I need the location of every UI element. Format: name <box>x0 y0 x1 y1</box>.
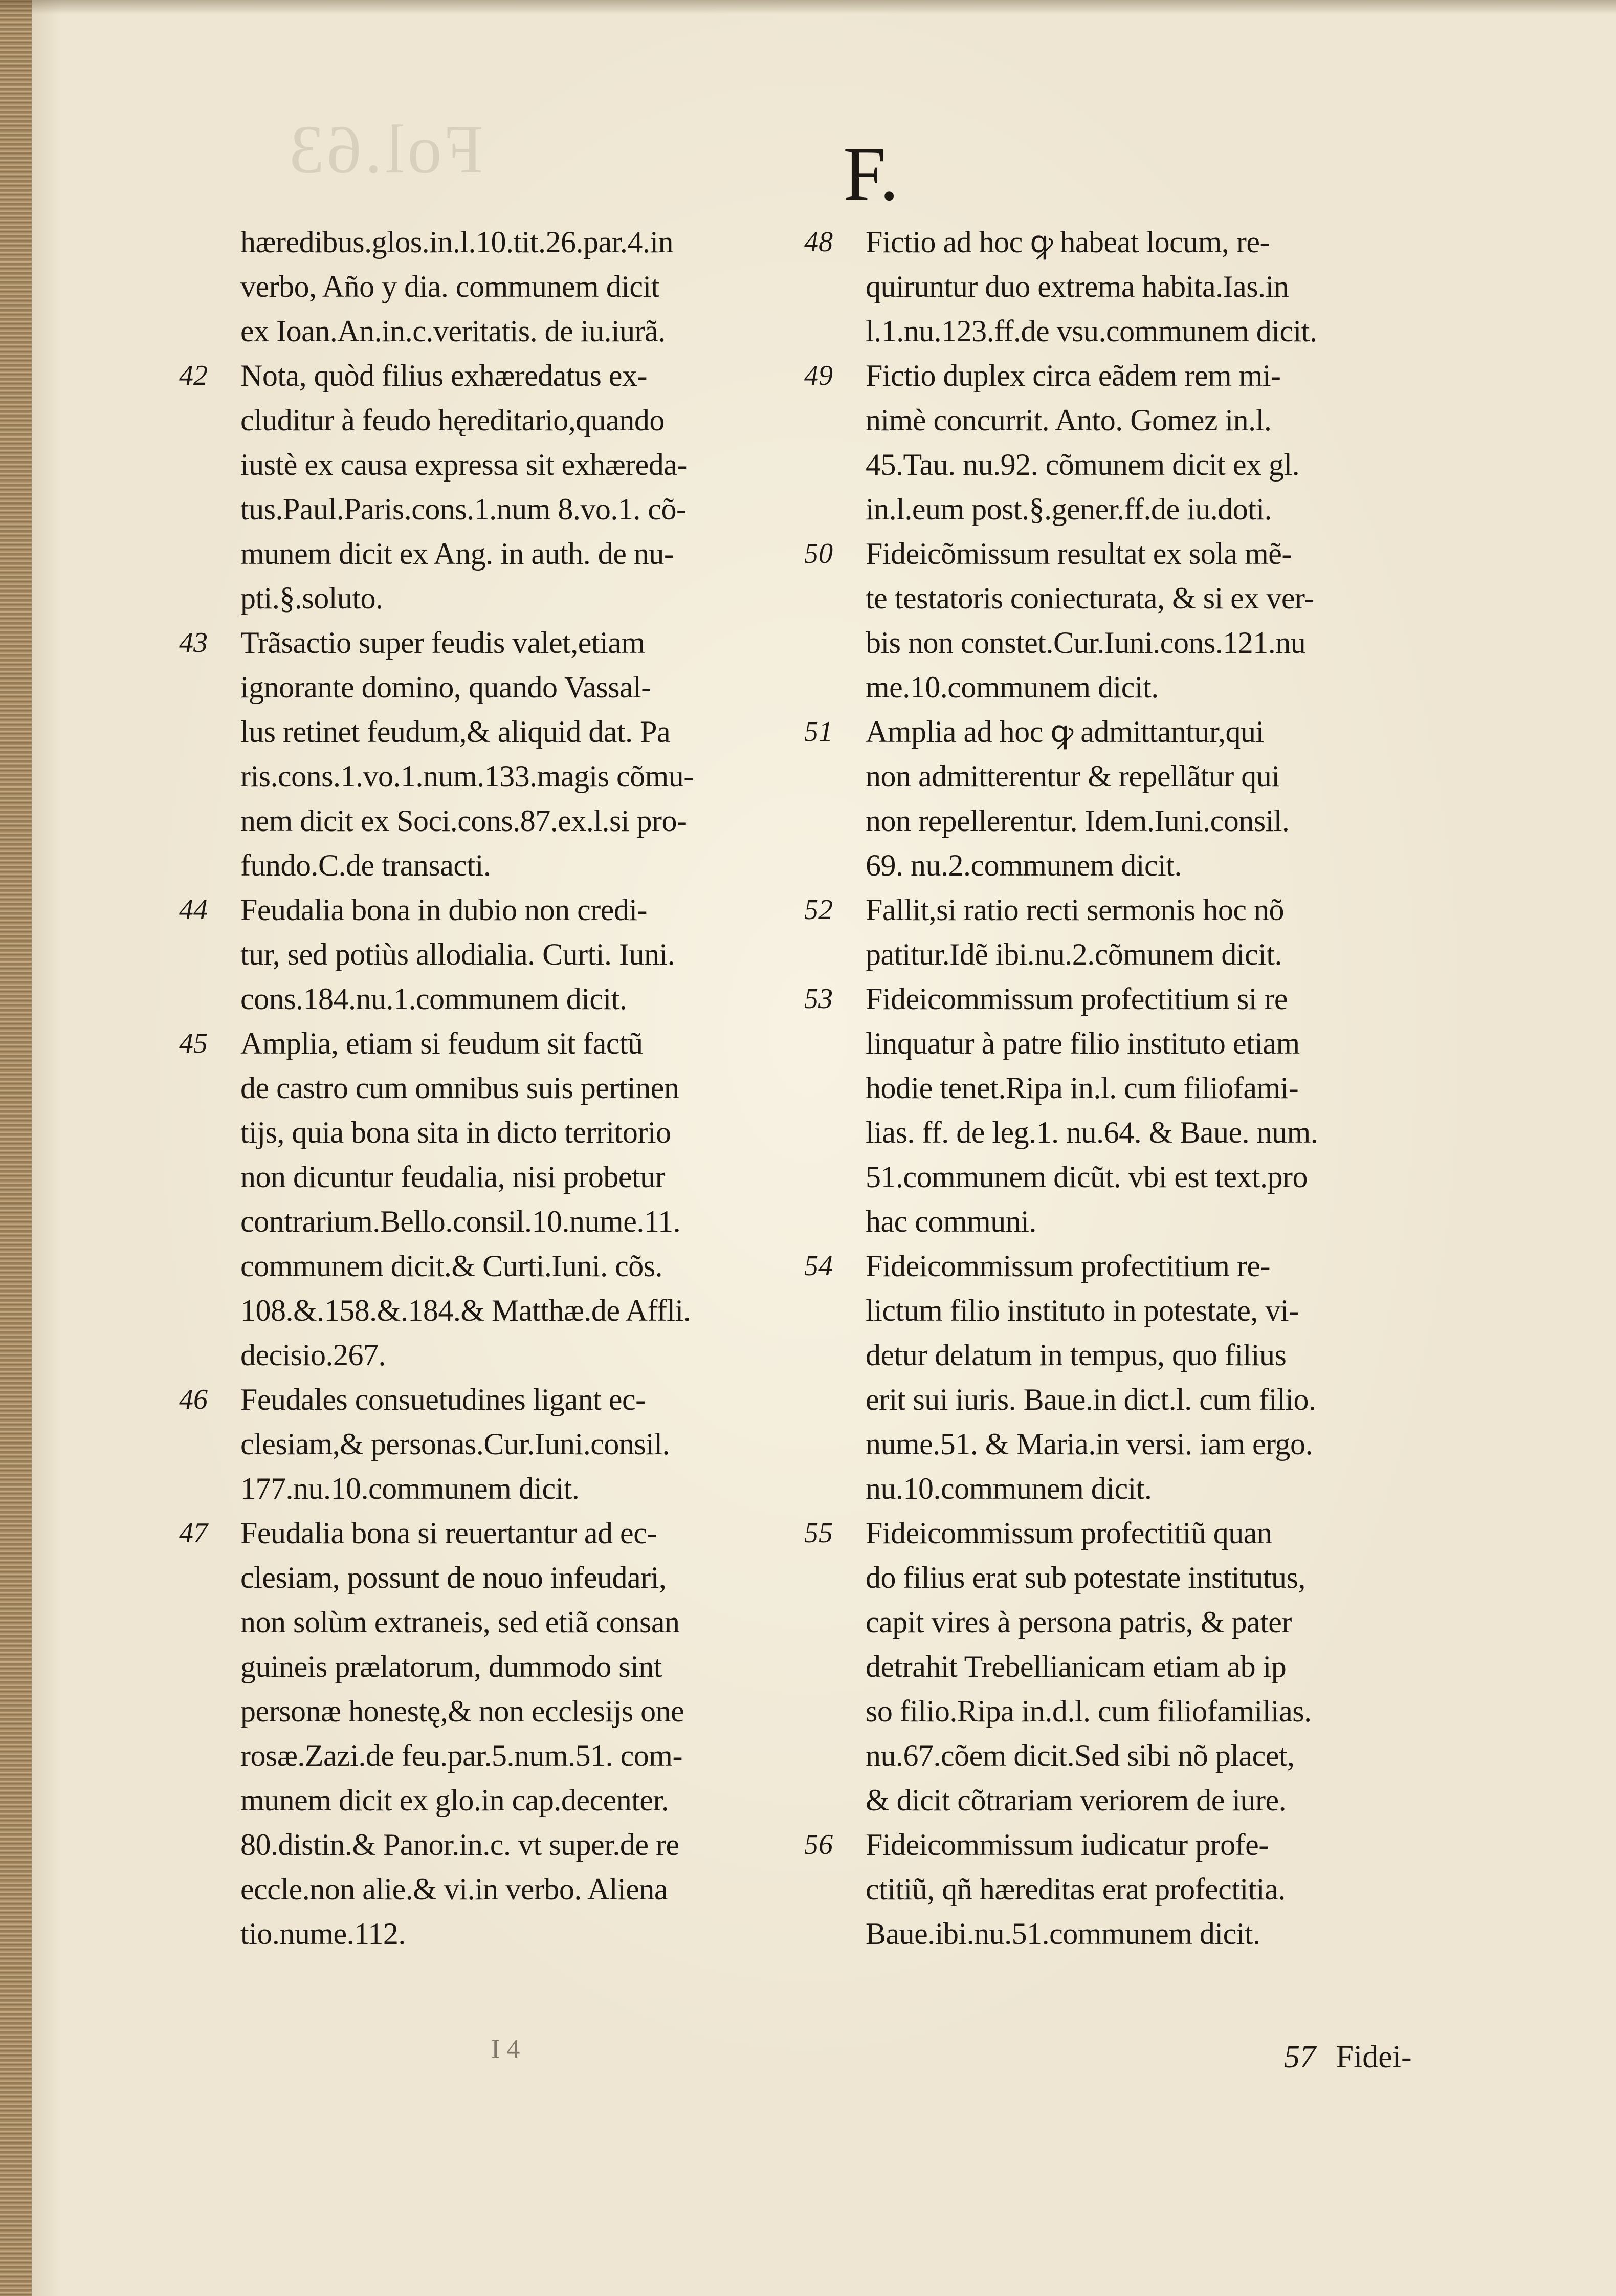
entry-line: communem dicit.& Curti.Iuni. cõs. <box>240 1249 663 1283</box>
signature-mark: I 4 <box>491 2035 520 2064</box>
entry <box>179 1377 900 1511</box>
entry-line: munem dicit ex glo.in cap.decenter. <box>240 1783 669 1817</box>
entry-line: so filio.Ripa in.d.l. cum filiofamilias. <box>866 1694 1312 1728</box>
entry-line: 177.nu.10.communem dicit. <box>240 1472 580 1505</box>
entry-number: 53 <box>804 983 833 1015</box>
entry-number: 55 <box>804 1517 833 1549</box>
entry-line: guineis prælatorum, dummodo sint <box>240 1650 662 1683</box>
entry-number: 50 <box>804 538 833 570</box>
entry-line: decisio.267. <box>240 1338 386 1372</box>
entry-line: & dicit cõtrariam veriorem de iure. <box>866 1783 1287 1817</box>
entry <box>804 710 1525 888</box>
entry-line: nimè concurrit. Anto. Gomez in.l. <box>866 403 1272 437</box>
entry-line: hæredibus.glos.in.l.10.tit.26.par.4.in <box>240 225 673 259</box>
entry-number: 48 <box>804 226 833 258</box>
entry-line: hac communi. <box>866 1205 1036 1238</box>
entry-line: tijs, quia bona sita in dicto territorio <box>240 1116 671 1149</box>
entry-line: verbo, Año y dia. communem dicit <box>240 270 659 303</box>
entry-line: lus retinet feudum,& aliquid dat. Pa <box>240 715 671 749</box>
entry-line: non admitterentur & repellãtur qui <box>866 759 1280 793</box>
bleed-through-text: Fol.63 <box>286 112 483 188</box>
left-column <box>179 220 900 1956</box>
entry-line: Amplia, etiam si feudum sit factũ <box>240 1026 643 1060</box>
entry-line: Fideicommissum iudicatur profe- <box>866 1828 1269 1862</box>
entry-line: patitur.Idẽ ibi.nu.2.cõmunem dicit. <box>866 937 1282 971</box>
entry <box>804 354 1525 532</box>
entry <box>179 621 900 888</box>
entry-number: 54 <box>804 1250 833 1282</box>
entry-line: non repellerentur. Idem.Iuni.consil. <box>866 804 1290 838</box>
entry-line: tus.Paul.Paris.cons.1.num 8.vo.1. cõ- <box>240 492 687 526</box>
entry-line: Nota, quòd filius exhæredatus ex- <box>240 359 647 392</box>
entry-number: 45 <box>179 1027 208 1059</box>
entry-line: clesiam,& personas.Cur.Iuni.consil. <box>240 1427 670 1461</box>
entry-line: Fideicommissum profectitium si re <box>866 982 1288 1016</box>
entry <box>804 1244 1525 1511</box>
page-edge <box>0 0 32 2296</box>
entry-line: rosæ.Zazi.de feu.par.5.num.51. com- <box>240 1739 682 1773</box>
entry-line: tur, sed potiùs allodialia. Curti. Iuni. <box>240 937 675 971</box>
entry-number: 44 <box>179 894 208 926</box>
entry-line: fundo.C.de transacti. <box>240 848 491 882</box>
entry-line: Feudalia bona si reuertantur ad ec- <box>240 1516 657 1550</box>
entry-line: quiruntur duo extrema habita.Ias.in <box>866 270 1289 303</box>
entry-line: do filius erat sub potestate institutus, <box>866 1561 1305 1594</box>
entry-line: cluditur à feudo hęreditario,quando <box>240 403 665 437</box>
entry <box>804 1823 1525 1956</box>
entry-line: Trãsactio super feudis valet,etiam <box>240 626 645 660</box>
entry-line: te testatoris coniecturata, & si ex ver- <box>866 581 1314 615</box>
entry-number: 42 <box>179 360 208 391</box>
entry <box>804 532 1525 710</box>
entry <box>804 888 1525 977</box>
entry-line: nu.67.cõem dicit.Sed sibi nõ placet, <box>866 1739 1295 1773</box>
entry-line: lias. ff. de leg.1. nu.64. & Baue. num. <box>866 1116 1318 1149</box>
entry-line: bis non constet.Cur.Iuni.cons.121.nu <box>866 626 1306 660</box>
entry-line: contrarium.Bello.consil.10.nume.11. <box>240 1205 681 1238</box>
entry-line: 51.communem dicũt. vbi est text.pro <box>866 1160 1308 1194</box>
entry-line: in.l.eum post.§.gener.ff.de iu.doti. <box>866 492 1272 526</box>
entry-number: 52 <box>804 894 833 926</box>
catchword-number: 57 <box>1284 2040 1316 2074</box>
entry-line: ctitiũ, qñ hæreditas erat profectitia. <box>866 1872 1286 1906</box>
entry-line: capit vires à persona patris, & pater <box>866 1605 1292 1639</box>
entry-line: personæ honestę,& non ecclesijs one <box>240 1694 684 1728</box>
entry-line: Feudales consuetudines ligant ec- <box>240 1383 646 1416</box>
entry-line: l.1.nu.123.ff.de vsu.communem dicit. <box>866 314 1317 348</box>
entry-line: clesiam, possunt de nouo infeudari, <box>240 1561 667 1594</box>
entry-line: lictum filio instituto in potestate, vi- <box>866 1294 1299 1327</box>
entry <box>179 1511 900 1956</box>
entry-line: 45.Tau. nu.92. cõmunem dicit ex gl. <box>866 448 1300 482</box>
entry-line: Amplia ad hoc ꝙ admittantur,qui <box>866 715 1264 749</box>
entry-line: detur delatum in tempus, quo filius <box>866 1338 1287 1372</box>
entry-line: Fictio ad hoc ꝙ habeat locum, re- <box>866 225 1270 259</box>
entry-line: 108.&.158.&.184.& Matthæ.de Affli. <box>240 1294 691 1327</box>
entry-line: non solùm extraneis, sed etiã consan <box>240 1605 680 1639</box>
entry-line: tio.nume.112. <box>240 1917 406 1951</box>
entry-line: detrahit Trebellianicam etiam ab ip <box>866 1650 1287 1683</box>
entry <box>804 1511 1525 1823</box>
catchword-text: Fidei- <box>1336 2040 1412 2074</box>
entry-line: hodie tenet.Ripa in.l. cum filiofami- <box>866 1071 1299 1105</box>
entry-line: Fideicõmissum resultat ex sola mẽ- <box>866 537 1292 571</box>
entry <box>179 354 900 621</box>
entry-line: Fictio duplex circa eãdem rem mi- <box>866 359 1281 392</box>
entry-line: 69. nu.2.communem dicit. <box>866 848 1182 882</box>
entry-line: iustè ex causa expressa sit exhæreda- <box>240 448 687 482</box>
entry-line: Fideicommissum profectitium re- <box>866 1249 1271 1283</box>
page-header-letter: F. <box>843 132 899 216</box>
entry-line: Feudalia bona in dubio non credi- <box>240 893 647 927</box>
entry-line: linquatur à patre filio instituto etiam <box>866 1026 1300 1060</box>
entry <box>179 888 900 1021</box>
entry-line: ignorante domino, quando Vassal- <box>240 670 651 704</box>
right-column <box>804 220 1525 1956</box>
entry-line: eccle.non alie.& vi.in verbo. Aliena <box>240 1872 668 1906</box>
entry-line: me.10.communem dicit. <box>866 670 1159 704</box>
entry <box>804 977 1525 1244</box>
catchword <box>1284 2039 1412 2075</box>
entry-line: nu.10.communem dicit. <box>866 1472 1152 1505</box>
entry-number: 43 <box>179 627 208 659</box>
entry-line: nume.51. & Maria.in versi. iam ergo. <box>866 1427 1313 1461</box>
entry-number: 47 <box>179 1517 208 1549</box>
entry-line: erit sui iuris. Baue.in dict.l. cum filio. <box>866 1383 1316 1416</box>
entry-line: Fallit,si ratio recti sermonis hoc nõ <box>866 893 1285 927</box>
entry <box>804 220 1525 354</box>
entry-line: pti.§.soluto. <box>240 581 383 615</box>
top-shadow <box>0 0 1616 14</box>
entry-line: Fideicommissum profectitiũ quan <box>866 1516 1272 1550</box>
entry-line: non dicuntur feudalia, nisi probetur <box>240 1160 666 1194</box>
entry-number: 56 <box>804 1829 833 1861</box>
entry-number: 46 <box>179 1384 208 1415</box>
entry <box>179 1021 900 1377</box>
entry-line: de castro cum omnibus suis pertinen <box>240 1071 679 1105</box>
entry <box>240 220 900 354</box>
entry-line: ex Ioan.An.in.c.veritatis. de iu.iurã. <box>240 314 666 348</box>
entry-line: ris.cons.1.vo.1.num.133.magis cõmu- <box>240 759 694 793</box>
entry-line: Baue.ibi.nu.51.communem dicit. <box>866 1917 1260 1951</box>
entry-line: cons.184.nu.1.communem dicit. <box>240 982 627 1016</box>
entry-number: 49 <box>804 360 833 391</box>
entry-line: nem dicit ex Soci.cons.87.ex.l.si pro- <box>240 804 687 838</box>
entry-number: 51 <box>804 716 833 748</box>
entry-line: 80.distin.& Panor.in.c. vt super.de re <box>240 1828 679 1862</box>
entry-line: munem dicit ex Ang. in auth. de nu- <box>240 537 674 571</box>
